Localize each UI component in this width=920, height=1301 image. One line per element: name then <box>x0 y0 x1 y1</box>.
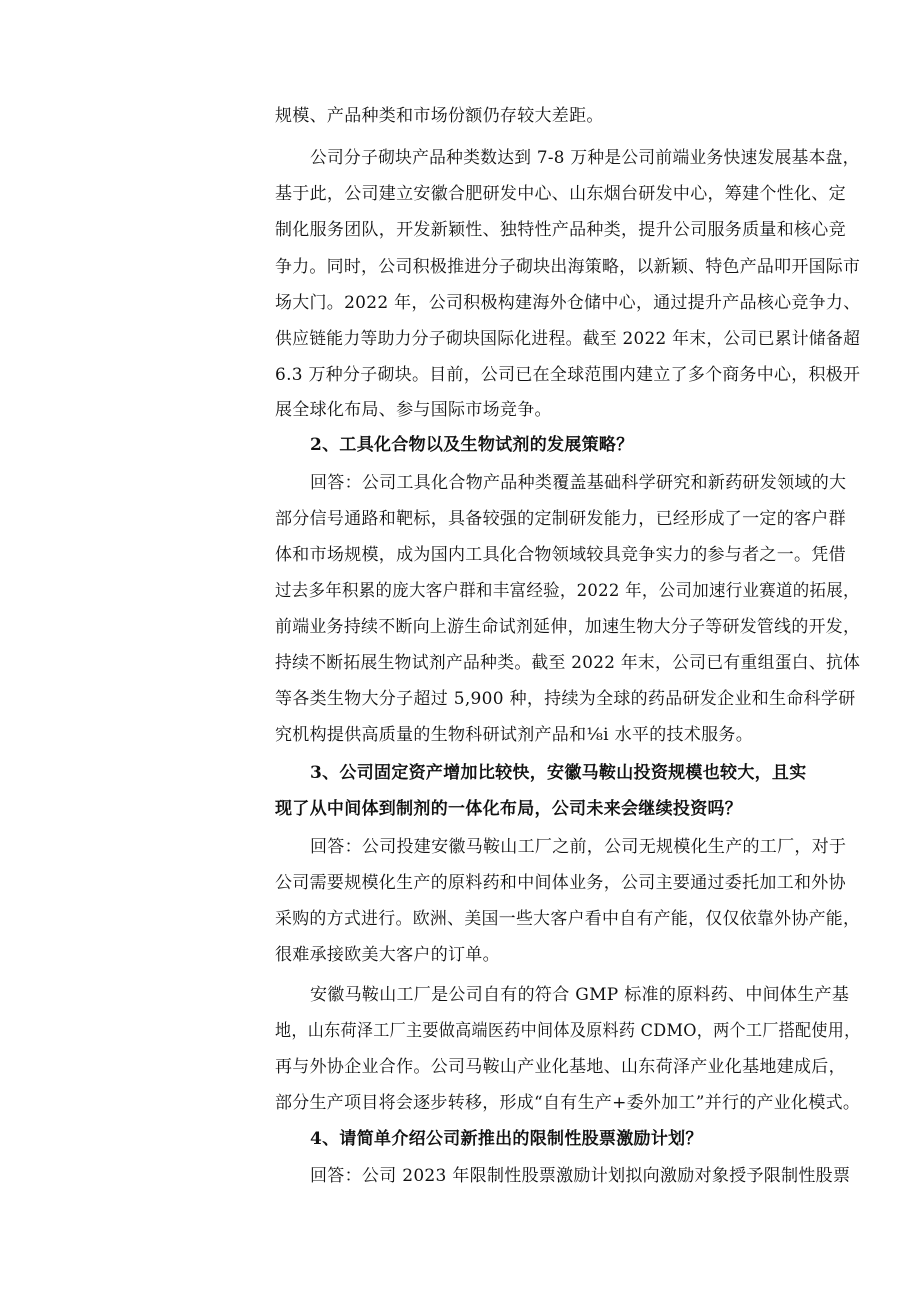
text-line: 等各类生物大分子超过 5,900 种，持续为全球的药品研发企业和生命科学研 <box>275 689 856 709</box>
text-line: 回答：公司工具化合物产品种类覆盖基础科学研究和新药研发领域的大 <box>310 473 847 493</box>
text-line: 场大门。2022 年，公司积极构建海外仓储中心，通过提升产品核心竞争力、 <box>275 293 861 313</box>
text-line: 安徽马鞍山工厂是公司自有的符合 GMP 标准的原料药、中间体生产基 <box>310 985 850 1005</box>
text-line: 前端业务持续不断向上游生命试剂延伸，加速生物大分子等研发管线的开发， <box>275 617 861 637</box>
question-heading: 现了从中间体到制剂的一体化布局，公司未来会继续投资吗？ <box>275 799 743 819</box>
text-line: 过去多年积累的庞大客户群和丰富经验，2022 年，公司加速行业赛道的拓展， <box>275 581 860 601</box>
text-line: 公司需要规模化生产的原料药和中间体业务，公司主要通过委托加工和外协 <box>275 873 846 893</box>
text-line: 回答：公司 2023 年限制性股票激励计划拟向激励对象授予限制性股票 <box>310 1166 851 1186</box>
question-heading: 3、公司固定资产增加比较快，安徽马鞍山投资规模也较大，且实 <box>310 763 807 783</box>
text-line: 展全球化布局、参与国际市场竞争。 <box>275 400 552 420</box>
text-line: 回答：公司投建安徽马鞍山工厂之前，公司无规模化生产的工厂，对于 <box>310 837 847 857</box>
text-line: 究机构提供高质量的生物科研试剂产品和⅛i 水平的技术服务。 <box>275 725 754 745</box>
question-heading: 2、工具化合物以及生物试剂的发展策略？ <box>310 435 634 455</box>
text-line: 供应链能力等助力分子砌块国际化进程。截至 2022 年末，公司已累计储备超 <box>275 329 861 349</box>
text-line: 基于此，公司建立安徽合肥研发中心、山东烟台研发中心，筹建个性化、定 <box>275 184 846 204</box>
text-line: 采购的方式进行。欧洲、美国一些大客户看中自有产能，仅仅依靠外协产能， <box>275 909 861 929</box>
text-line: 持续不断拓展生物试剂产品种类。截至 2022 年末，公司已有重组蛋白、抗体 <box>275 653 861 673</box>
text-line: 体和市场规模，成为国内工具化合物领域较具竞争实力的参与者之一。凭借 <box>275 545 846 565</box>
question-heading: 4、请简单介绍公司新推出的限制性股票激励计划？ <box>310 1129 703 1149</box>
text-line: 部分信号通路和靶标，具备较强的定制研发能力，已经形成了一定的客户群 <box>275 509 846 529</box>
text-line: 争力。同时，公司积极推进分子砌块出海策略，以新颖、特色产品叩开国际市 <box>275 257 861 277</box>
text-line: 很难承接欧美大客户的订单。 <box>275 945 500 965</box>
text-line: 公司分子砌块产品种类数达到 7-8 万种是公司前端业务快速发展基本盘， <box>310 148 860 168</box>
text-line: 规模、产品种类和市场份额仍存较大差距。 <box>275 106 604 126</box>
text-line: 制化服务团队，开发新颖性、独特性产品种类，提升公司服务质量和核心竞 <box>275 220 846 240</box>
text-line: 6.3 万种分子砌块。目前，公司已在全球范围内建立了多个商务中心，积极开 <box>275 365 861 385</box>
text-line: 再与外协企业合作。公司马鞍山产业化基地、山东荷泽产业化基地建成后， <box>275 1057 846 1077</box>
text-line: 部分生产项目将会逐步转移，形成“自有生产+委外加工”并行的产业化模式。 <box>275 1093 861 1113</box>
text-line: 地，山东荷泽工厂主要做高端医药中间体及原料药 CDMO，两个工厂搭配使用， <box>275 1021 861 1041</box>
